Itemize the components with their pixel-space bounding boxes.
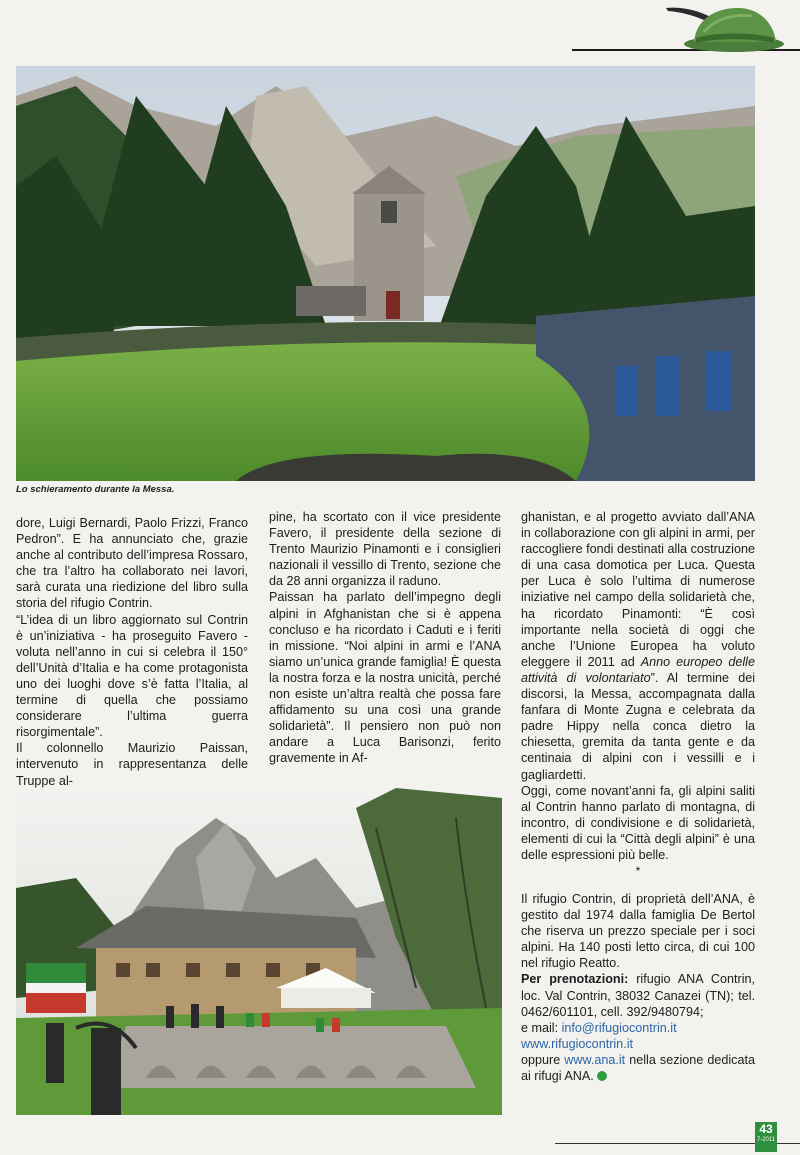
italic-text: Anno europeo delle attività di volontariato	[521, 654, 755, 685]
website-link[interactable]: www.rifugiocontrin.it	[521, 1036, 633, 1051]
booking-text: rifugio ANA Contrin, loc. Val Contrin, 38032 Canazei (TN); tel. 0462/601101, cell. 392/9480794;	[521, 972, 755, 1019]
closing-line	[521, 1052, 755, 1084]
paragraph: dore, Luigi Bernardi, Paolo Frizzi, Franco Pedron”. E ha annunciato che, grazie anche al contributo dell’impresa Rossaro, che tra l’altro ha collaborato nei lavori, sarà curata una riedizione del libro sulla storia del rifugio Contrin.	[16, 516, 248, 611]
end-mark-icon	[597, 1071, 607, 1081]
footer-rule	[555, 1143, 755, 1144]
footer-rule	[777, 1143, 800, 1144]
booking-info	[521, 971, 755, 1019]
paragraph	[521, 509, 755, 783]
booking-label: Per prenotazioni:	[521, 972, 629, 987]
top-photo-mass-gathering	[16, 66, 755, 481]
or-text: oppure	[521, 1052, 565, 1067]
email-label: e mail:	[521, 1020, 562, 1035]
rifugio-info-box	[521, 891, 755, 1084]
article-column-3	[521, 509, 755, 881]
paragraph-text: ghanistan, e al progetto avviato dall’ANA in collaborazione con gli alpini in armi, per raccogliere fondi destinati alla costruzione di una casa domotica per Luca. Questa per Luca è solo l’ultima di numerose iniziative nel campo della solidarietà che, ha ricordato Pinamonti: “È così importante nella società di oggi che anche l’Unione Europea ha voluto eleggere il 2011 ad	[521, 510, 755, 669]
paragraph: Il rifugio Contrin, di proprietà dell’ANA, è gestito dal 1974 dalla famiglia De Bertol che riserva un prezzo speciale per i soci alpini. Ha 140 posti letto circa, di cui 100 nel rifugio Reatto.	[521, 892, 755, 971]
paragraph: pine, ha scortato con il vice presidente Favero, il presidente della sezione di Trento Maurizio Pinamonti e i consiglieri nazionali il vessillo di Trento, sezione che da 28 anni organizza il raduno.	[269, 510, 501, 589]
bottom-photo-rifugio-contrin	[16, 788, 502, 1115]
email-link[interactable]: info@rifugiocontrin.it	[561, 1020, 677, 1035]
alpine-hat-icon	[664, 2, 786, 54]
closing-text: nella sezione dedicata ai rifugi ANA.	[521, 1052, 755, 1084]
ana-website-link[interactable]: www.ana.it	[564, 1052, 626, 1067]
email-line	[521, 1020, 755, 1036]
page-number: 43	[759, 1122, 773, 1136]
section-separator: *	[635, 864, 641, 879]
paragraph: Paissan ha parlato dell’impegno degli alpini in Afghanistan che si è appena concluso e ha ricordato i Caduti e i feriti in missione. “Noi alpini in armi e l’ANA siamo un’unica grande famiglia! È questa la nostra forza e la nostra unicità, perché non esiste un’altra realtà che possa fare affidamento su una così una grande solidarietà”. Il pensiero non può non andare a Luca Barisonzi, ferito gravemente in Af-	[269, 590, 501, 766]
paragraph: Oggi, come novant’anni fa, gli alpini saliti al Contrin hanno parlato di montagna, di incontro, di condivisione e di solidarietà, elementi di cui la “Città degli alpini” è una delle espressioni più belle.	[521, 783, 755, 862]
website-line	[521, 1036, 755, 1052]
top-photo-caption: Lo schieramento durante la Messa.	[16, 484, 175, 495]
paragraph: “L’idea di un libro aggiornato sul Contrin è un’iniziativa - ha proseguito Favero - voluta nell’anno in cui si celebra il 150° dell’Unità d’Italia e ha come protagonista uno dei luoghi dove s’è fatta l’Italia, al termine di quella che possiamo considerare l’ultima guerra risorgimentale”.	[16, 612, 248, 740]
article-column-2	[269, 509, 501, 767]
article-column-1	[16, 515, 248, 789]
issue-label: 7-2011	[756, 1137, 776, 1143]
page-number-badge	[755, 1122, 777, 1152]
paragraph-text: ”. Al termine dei discorsi, la Messa, accompagnata dalla fanfara di Monte Zugna e celebrata da padre Hippy nella conca dietro la chiesetta, gremita da tanta gente e da centinaia di alpini con i vessilli e i gagliardetti.	[521, 670, 755, 782]
paragraph: Il colonnello Maurizio Paissan, intervenuto in rappresentanza delle Truppe al-	[16, 741, 248, 788]
